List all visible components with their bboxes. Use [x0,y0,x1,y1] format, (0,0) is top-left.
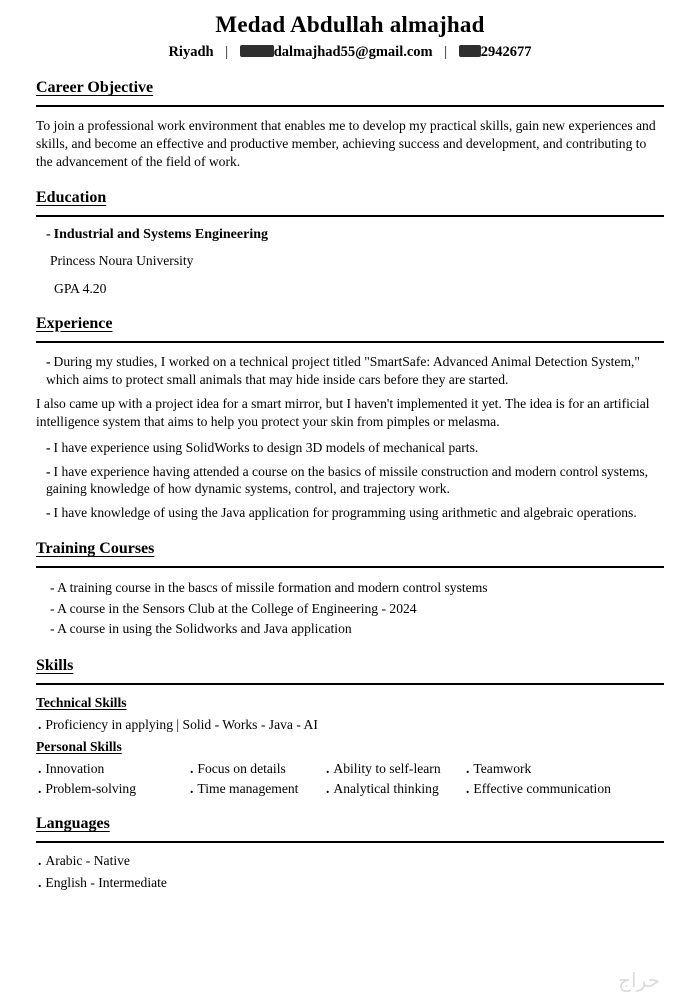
section-divider-languages [36,841,664,843]
personal-skill-text: Effective communication [473,781,611,797]
personal-skill-item [326,761,466,777]
redaction-block-email [240,45,274,57]
bullet-dot: . [38,717,42,733]
section-title-training-courses: Training Courses [36,540,155,558]
training-course-item: - A course in the Sensors Club at the College of Engineering - 2024 [50,600,417,616]
experience-item-text: I have experience having attended a course on the basics of missile construction and modern control systems, gaining knowledge of how dynamic systems, control, and trajectory work. [46,463,649,497]
experience-item [36,504,664,522]
experience-item [36,353,664,389]
education-gpa: GPA 4.20 [54,280,107,296]
language-text: English - Intermediate [45,875,167,891]
redaction-block-phone [459,45,481,57]
experience-item [36,395,664,431]
section-title-skills: Skills [36,657,74,675]
bullet-dot: . [466,781,470,797]
bullet-dot: . [326,781,330,797]
contact-separator-1: | [225,44,229,60]
career-objective-text: To join a professional work environment that enables me to develop my practical skills, gain new experiences and skills, and become an effective and productive member, achieving success and development, and contributing to the advancement of the field of work. [36,118,656,169]
experience-item-text: I have experience using SolidWorks to design 3D models of mechanical parts. [53,439,479,455]
bullet-dot: . [38,853,42,869]
contact-email: dalmajhad55@gmail.com [273,44,433,60]
experience-item [36,439,664,457]
personal-skill-item [466,781,664,797]
section-title-experience: Experience [36,314,113,332]
bullet-dot: . [190,761,194,777]
section-divider-education [36,215,664,217]
experience-item-text: During my studies, I worked on a technical project titled "SmartSafe: Advanced Animal Detection System," which aims to protect small animals that may hide inside cars before they are started. [46,353,640,387]
bullet-dot: . [38,781,42,797]
section-divider-career-objective [36,105,664,107]
watermark: حراج [618,968,660,992]
language-item [36,875,664,891]
personal-skill-item [38,761,190,777]
personal-skills-grid [36,761,664,797]
bullet-dot: . [38,875,42,891]
training-course-item: - A course in using the Solidworks and Java application [50,621,352,637]
experience-item-text: I also came up with a project idea for a smart mirror, but I haven't implemented it yet. The idea is for an artificial intelligence system that aims to help you protect your skin from pimples or melasma. [36,395,650,429]
experience-item-text: I have knowledge of using the Java application for programming using arithmetic and algebraic operations. [53,505,637,521]
section-divider-experience [36,341,664,343]
personal-skill-item [466,761,664,777]
contact-separator-2: | [444,44,448,60]
contact-city: Riyadh [168,44,214,60]
personal-skill-text: Focus on details [197,761,286,777]
experience-list [36,353,664,523]
language-text: Arabic - Native [45,853,130,869]
personal-skill-text: Time management [197,781,299,797]
page-title: Medad Abdullah almajhad [215,12,485,37]
education-school: Princess Noura University [50,252,194,268]
bullet-dot: . [190,781,194,797]
section-title-career-objective: Career Objective [36,79,154,96]
personal-skill-text: Innovation [45,761,105,777]
section-title-education: Education [36,188,107,206]
personal-skill-item [190,781,326,797]
subsection-title-personal-skills: Personal Skills [36,739,122,755]
experience-item-dash: - [46,505,51,521]
technical-skill-text: Proficiency in applying | Solid - Works - Java - AI [45,717,318,733]
personal-skill-text: Problem-solving [45,781,137,797]
contact-phone: 2942677 [480,44,532,60]
bullet-dot: . [466,761,470,777]
training-course-item: - A training course in the bascs of missile formation and modern control systems [50,580,488,596]
language-item [36,853,664,869]
experience-item-dash: - [46,463,51,479]
education-dash: - [46,226,51,242]
personal-skill-item [326,781,466,797]
experience-item-dash: - [46,439,51,455]
education-degree-label: Industrial and Systems Engineering [53,226,268,242]
bullet-dot: . [38,761,42,777]
personal-skill-text: Teamwork [473,761,532,777]
personal-skill-item [38,781,190,797]
personal-skill-text: Ability to self-learn [333,761,441,777]
section-divider-training-courses [36,566,664,568]
personal-skill-item [190,761,326,777]
personal-skill-text: Analytical thinking [333,781,439,797]
technical-skill-item [36,717,664,733]
section-divider-skills [36,683,664,685]
experience-item [36,463,664,499]
subsection-title-technical-skills: Technical Skills [36,695,127,711]
experience-item-dash: - [46,353,51,369]
bullet-dot: . [326,761,330,777]
education-degree [36,227,664,243]
section-title-languages: Languages [36,815,110,833]
contact-line [36,44,664,61]
